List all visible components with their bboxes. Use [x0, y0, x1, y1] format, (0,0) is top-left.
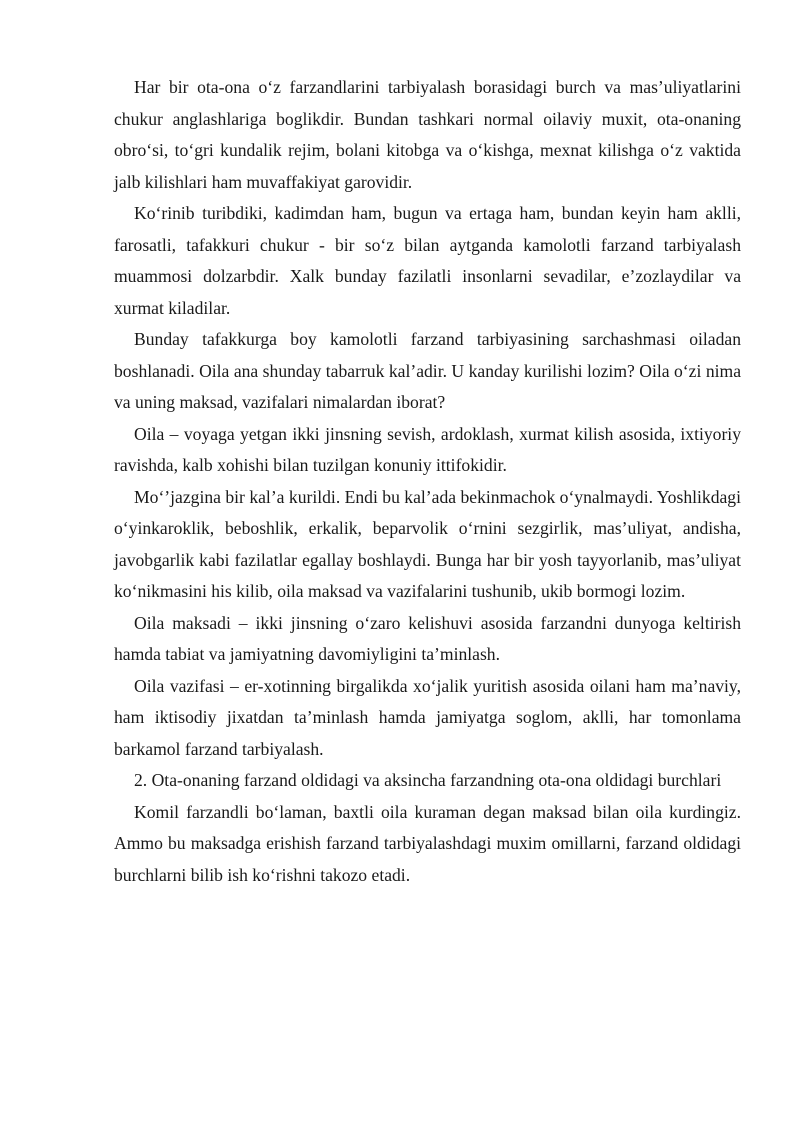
paragraph-family-source: Bunday tafakkurga boy kamolotli farzand tarbiyasining sarchashmasi oiladan boshlanadi. Oila ana shunday tabarruk kal’adir. U kanday kurilishi lozim? Oila o‘zi nima va uning maksad, vazifalari nimalardan iborat? [114, 329, 741, 412]
paragraph-family-definition: Oila – voyaga yetgan ikki jinsning sevish, ardoklash, xurmat kilish asosida, ixtiyoriy ravishda, kalb xohishi bilan tuzilgan konuniy ittifokidir. [114, 423, 741, 475]
paragraph-happy-family: Komil farzandli bo‘laman, baxtli oila kuraman degan maksad bilan oila kurdingiz. Ammo bu maksadga erishish farzand tarbiyalashdagi muxim omillarni, farzand oldidagi burchlarni bilib ish ko‘rishni takozo etadi. [114, 801, 741, 885]
paragraph-family-task: Oila vazifasi – er-xotinning birgalikda xo‘jalik yuritish asosida oilani ham ma’naviy, ham iktisodiy jixatdan ta’minlash hamda jamiyatga soglom, aklli, har tomonlama barkamol farzand tarbiyalash. [114, 675, 741, 759]
paragraph-parent-responsibility: Har bir ota-ona o‘z farzandlarini tarbiyalash borasidagi burch va mas’uliyatlarini chukur anglashlariga boglikdir. Bundan tashkari normal oilaviy muxit, ota-onaning obro‘si, to‘gri kundalik rejim, bolani kitobga va o‘kishga, mexnat kilishga o‘z vaktida jalb kilishlari ham muvaffakiyat garovidir. [114, 77, 741, 192]
section-heading-duties: 2. Ota-onaning farzand oldidagi va aksincha farzandning ota-ona oldidagi burchlari [134, 770, 722, 790]
paragraph-new-fortress: Mo‘’jazgina bir kal’a kurildi. Endi bu kal’ada bekinmachok o‘ynalmaydi. Yoshlikdagi o‘yinkaroklik, beboshlik, erkalik, beparvolik o‘rnini sezgirlik, mas’uliyat, andisha, javobgarlik kabi fazilatlar egallay boshlaydi. Bunga har bir yosh tayyorlanib, mas’uliyat ko‘nikmasini his kilib, oila maksad va vazifalarini tushunib, ukib bormogi lozim. [114, 486, 741, 601]
paragraph-family-goal: Oila maksadi – ikki jinsning o‘zaro kelishuvi asosida farzandni dunyoga keltirish hamda tabiat va jamiyatning davomiyligini ta’minlash. [114, 612, 741, 664]
document-page [114, 72, 741, 891]
paragraph-mature-child: Ko‘rinib turibdiki, kadimdan ham, bugun va ertaga ham, bundan keyin ham aklli, farosatli, tafakkuri chukur - bir so‘z bilan aytganda kamolotli farzand tarbiyalash muammosi dolzarbdir. Xalk bunday fazilatli insonlarni sevadilar, e’zozlaydilar va xurmat kiladilar. [114, 203, 741, 318]
